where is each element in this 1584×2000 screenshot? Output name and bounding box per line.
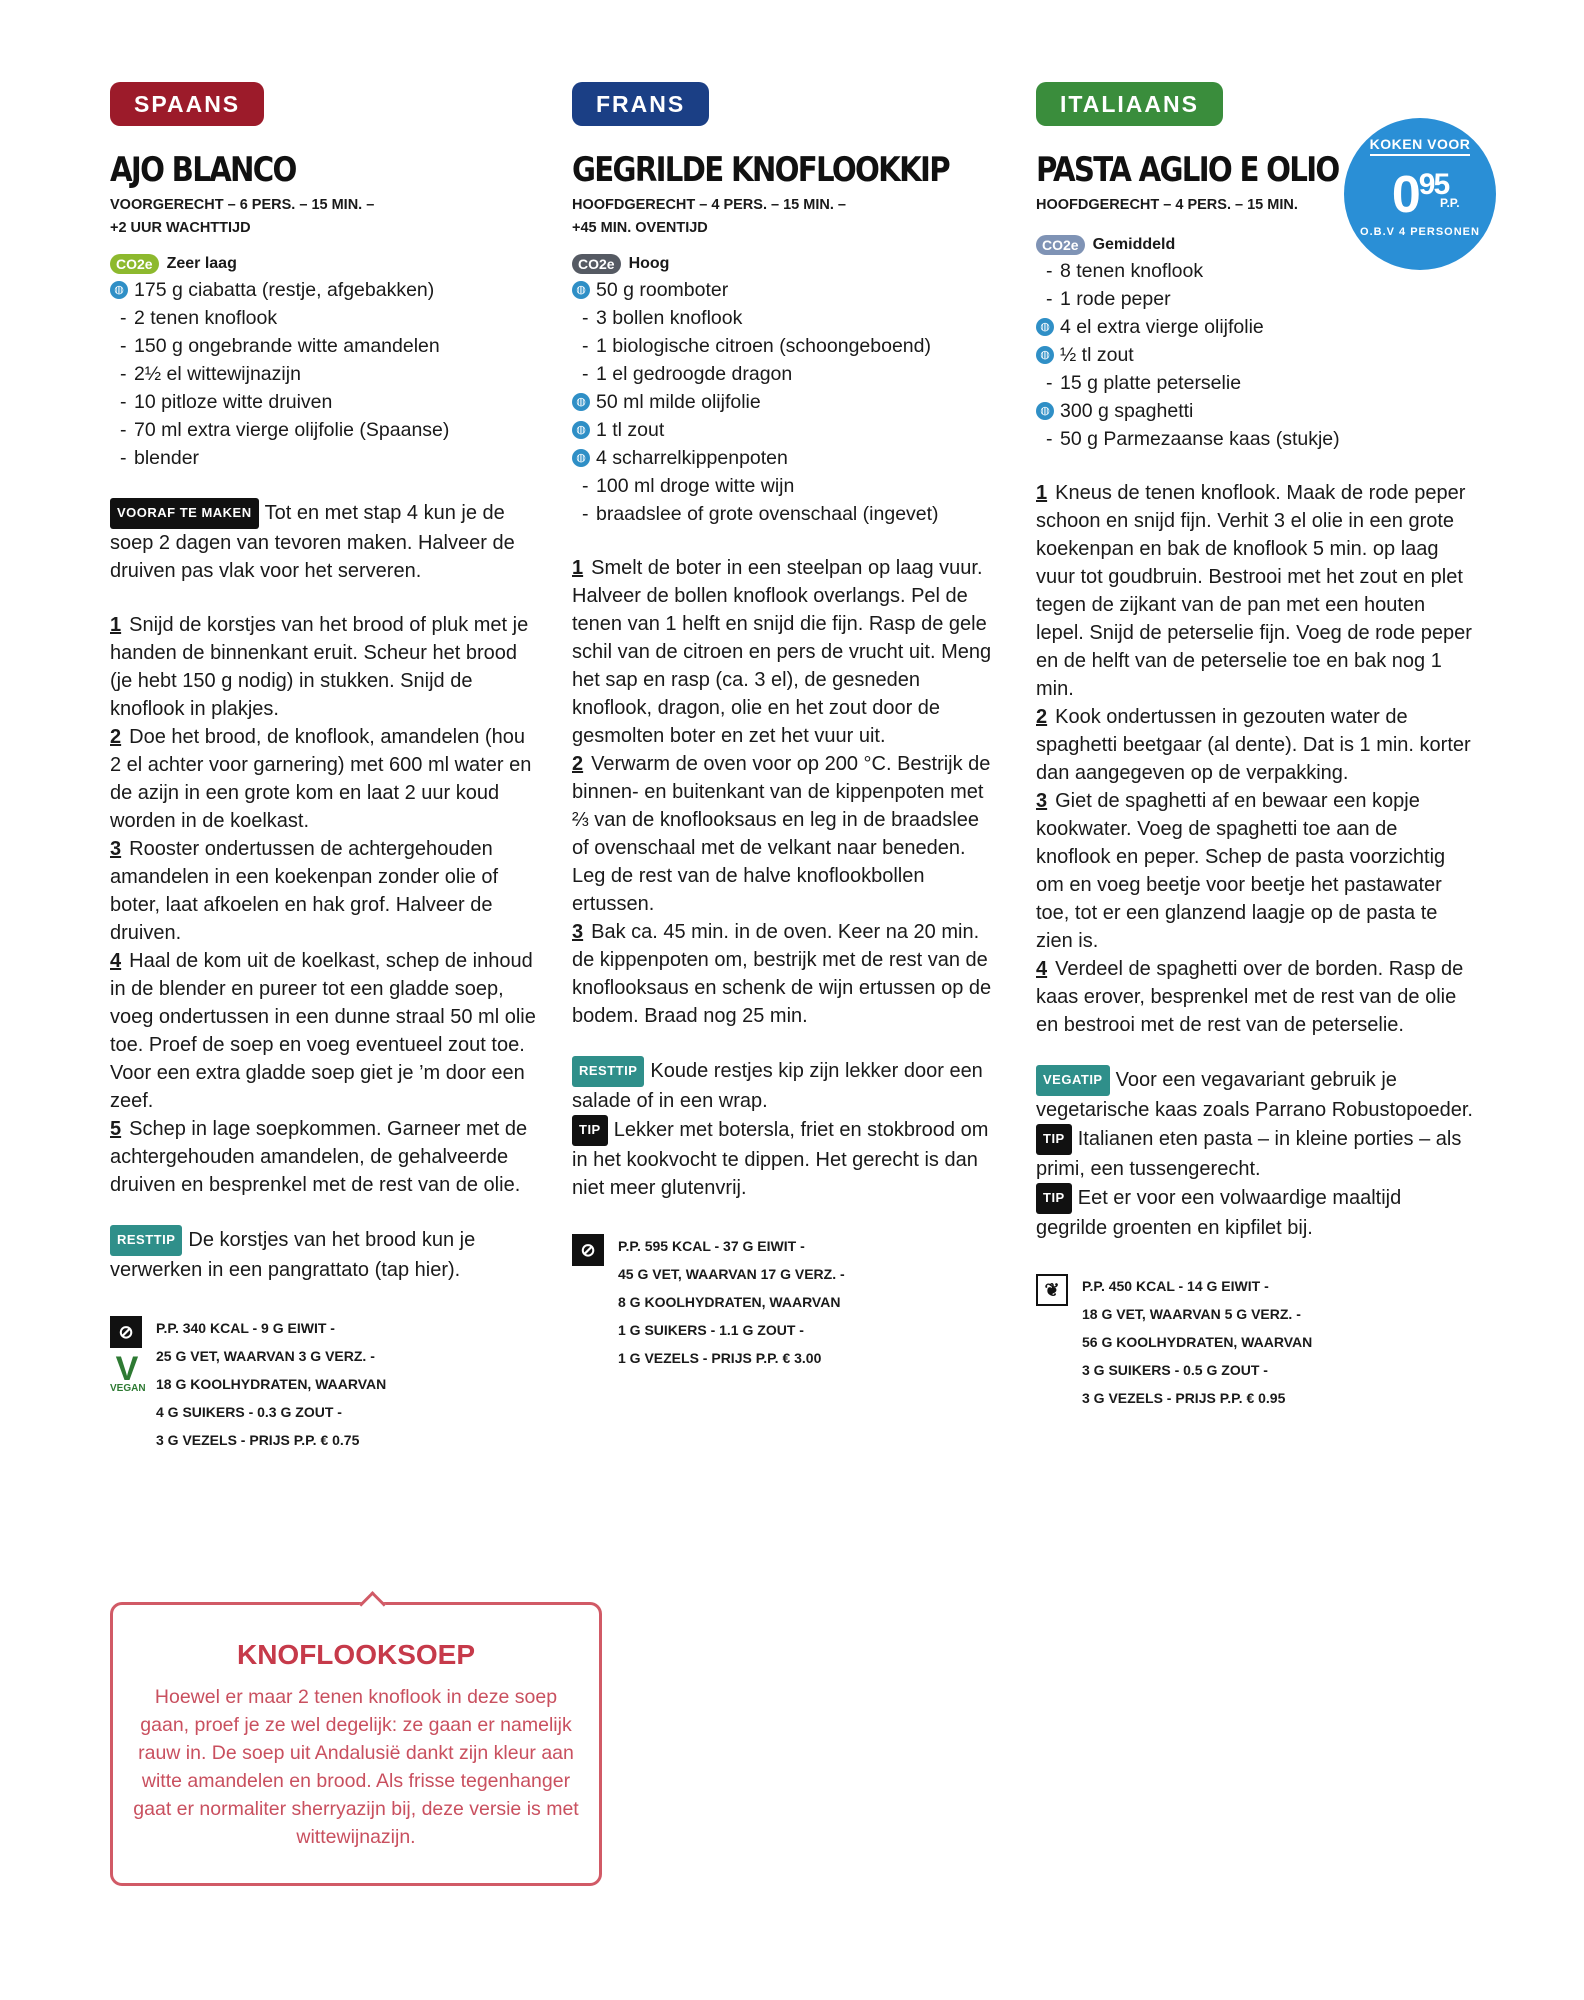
- recipe-meta-2: +2 UUR WACHTTIJD: [110, 220, 251, 236]
- water-drop-icon: ◍: [572, 281, 590, 299]
- ingredient: - 8 tenen knoflook: [1046, 260, 1204, 282]
- ingredient: - 1 rode peper: [1046, 288, 1171, 310]
- ingredient: - 10 pitloze witte druiven: [120, 391, 333, 413]
- step: 3 Bak ca. 45 min. in de oven. Keer na 20 min. de kippenpoten om, bestrijk met de rest van de knoflooksaus en schenk de wijn ertussen op de bodem. Braad nog 25 min.: [572, 921, 992, 1027]
- co2-cloud-icon: CO2e: [1036, 235, 1085, 255]
- water-drop-icon: ◍: [1036, 402, 1054, 420]
- step: 5 Schep in lage soepkommen. Garneer met de achtergehouden amandelen, de gehalveerde druiven en besprenkel met de rest van de olie.: [110, 1118, 528, 1196]
- vegetarian-icon: ❦: [1036, 1274, 1068, 1306]
- gluten-free-icon: ⊘: [110, 1316, 142, 1348]
- steps: [1036, 479, 1476, 1039]
- tip: VEGATIP Voor een vegavariant gebruik je vegetarische kaas zoals Parrano Robustopoeder.: [1036, 1065, 1476, 1124]
- ingredient: ◍ ½ tl zout: [1036, 341, 1476, 369]
- price-badge: [1344, 118, 1496, 270]
- step: 4 Haal de kom uit de koelkast, schep de inhoud in de blender en pureer tot een gladde soep, voeg ondertussen in een dunne straal 50 ml olie toe. Proef de soep en voeg eventueel zout toe. Voor een extra gladde soep giet je ’m door een zeef.: [110, 950, 536, 1112]
- ingredient-list: [1036, 257, 1476, 453]
- ingredient: - braadslee of grote ovenschaal (ingevet): [582, 503, 939, 525]
- ingredient: - blender: [120, 447, 200, 469]
- recipe-italiaans: [1036, 82, 1476, 1412]
- pre-make-note: VOORAF TE MAKEN Tot en met stap 4 kun je de soep 2 dagen van tevoren maken. Halveer de druiven pas vlak voor het serveren.: [110, 498, 540, 585]
- ingredient: - 150 g ongebrande witte amandelen: [120, 335, 440, 357]
- co2-label: Gemiddeld: [1092, 236, 1176, 253]
- tip: RESTTIP De korstjes van het brood kun je verwerken in een pangrattato (tap hier).: [110, 1225, 540, 1284]
- recipe-meta-2: +45 MIN. OVENTIJD: [572, 220, 708, 236]
- step: 2 Kook ondertussen in gezouten water de spaghetti beetgaar (al dente). Dat is 1 min. korter dan aangegeven op de verpakking.: [1036, 706, 1471, 784]
- ingredient-list: [572, 276, 1000, 528]
- resttip-tag: RESTTIP: [110, 1225, 182, 1256]
- ingredient: - 1 biologische citroen (schoongeboend): [582, 335, 931, 357]
- ingredient: ◍ 4 el extra vierge olijfolie: [1036, 313, 1476, 341]
- tip-tag: TIP: [1036, 1183, 1072, 1214]
- vegan-icon: V VEGAN: [110, 1350, 146, 1394]
- recipe-meta: VOORGERECHT – 6 PERS. – 15 MIN. –: [110, 197, 375, 213]
- water-drop-icon: ◍: [572, 421, 590, 439]
- ingredient: - 3 bollen knoflook: [582, 307, 743, 329]
- water-drop-icon: ◍: [110, 281, 128, 299]
- ingredient-list: [110, 276, 540, 472]
- step: 2 Doe het brood, de knoflook, amandelen (hou 2 el achter voor garnering) met 600 ml water en de azijn in een grote kom en laat 2 uur koud worden in de koelkast.: [110, 726, 532, 832]
- gluten-free-icon: ⊘: [572, 1234, 604, 1266]
- ingredient: - 2 tenen knoflook: [120, 307, 278, 329]
- nutrition-info: ❦ P.P. 450 KCAL - 14 G EIWIT - 18 G VET, WAARVAN 5 G VERZ. - 56 G KOOLHYDRATEN, WAARVAN 3 G SUIKERS - 0.5 G ZOUT - 3 G VEZELS - PRIJS P.P. € 0.95: [1036, 1272, 1476, 1412]
- resttip-tag: RESTTIP: [572, 1056, 644, 1087]
- tip-tag: TIP: [572, 1115, 608, 1146]
- co2-rating: [572, 254, 1000, 274]
- step: 3 Giet de spaghetti af en bewaar een kopje kookwater. Voeg de spaghetti toe aan de knoflook en peper. Schep de pasta voorzichtig om en voeg beetje voor beetje het pastawater toe, tot er een glanzend laagje op de pasta te zien is.: [1036, 790, 1446, 952]
- tip: RESTTIP Koude restjes kip zijn lekker door een salade of in een wrap.: [572, 1056, 1000, 1115]
- badge-pp: P.P.: [1440, 196, 1460, 210]
- cuisine-label: FRANS: [572, 82, 709, 126]
- co2-cloud-icon: CO2e: [572, 254, 621, 274]
- badge-subtext: O.B.V 4 PERSONEN: [1360, 226, 1480, 238]
- step: 1 Smelt de boter in een steelpan op laag vuur. Halveer de bollen knoflook overlangs. Pel de tenen van 1 helft en snijd die fijn. Rasp de gele schil van de citroen en pers de vrucht uit. Meng het sap en rasp (ca. 3 el), de gesneden knoflook, dragon, olie en het zout door de gesmolten boter en zet het vuur uit.: [572, 557, 992, 747]
- steps: [110, 611, 540, 1199]
- nutrition-info: ⊘ P.P. 595 KCAL - 37 G EIWIT - 45 G VET, WAARVAN 17 G VERZ. - 8 G KOOLHYDRATEN, WAARVAN 1 G SUIKERS - 1.1 G ZOUT - 1 G VEZELS - PRIJS P.P. € 3.00: [572, 1232, 1000, 1372]
- recipe-title: AJO BLANCO: [110, 150, 296, 190]
- ingredient: ◍ 50 g roomboter: [572, 276, 1000, 304]
- ingredient: ◍ 1 tl zout: [572, 416, 1000, 444]
- co2-label: Hoog: [628, 255, 670, 272]
- water-drop-icon: ◍: [572, 449, 590, 467]
- tip: TIP Lekker met botersla, friet en stokbrood om in het kookvocht te dippen. Het gerecht is dan niet meer glutenvrij.: [572, 1115, 1000, 1202]
- step: 3 Rooster ondertussen de achtergehouden amandelen in een koekenpan zonder olie of boter, laat afkoelen en hak grof. Halveer de druiven.: [110, 838, 499, 944]
- ingredient: ◍ 50 ml milde olijfolie: [572, 388, 1000, 416]
- recipe-spaans: [110, 82, 540, 1454]
- ingredient: - 50 g Parmezaanse kaas (stukje): [1046, 428, 1340, 450]
- ingredient: - 70 ml extra vierge olijfolie (Spaanse): [120, 419, 450, 441]
- garlic-soup-infobox: [110, 1602, 602, 1886]
- step: 1 Kneus de tenen knoflook. Maak de rode peper schoon en snijd fijn. Verhit 3 el olie in een grote koekenpan en bak de knoflook 5 min. op laag vuur tot goudbruin. Bestrooi met het zout en plet tegen de zijkant van de pan met een houten lepel. Snijd de peterselie fijn. Voeg de rode peper en de helft van de peterselie toe en bak nog 1 min.: [1036, 482, 1472, 700]
- vegatip-tag: VEGATIP: [1036, 1065, 1110, 1096]
- recipe-frans: [572, 82, 1000, 1372]
- infobox-text: Hoewel er maar 2 tenen knoflook in deze soep gaan, proef je ze wel degelijk: ze gaan er namelijk rauw in. De soep uit Andalusië dankt zijn kleur aan witte amandelen en brood. Als frisse tegenhanger gaat er normaliter sherryazijn bij, deze versie is met wittewijnazijn.: [133, 1686, 579, 1848]
- co2-rating: [110, 254, 540, 274]
- ingredient: ◍ 300 g spaghetti: [1036, 397, 1476, 425]
- step: 2 Verwarm de oven voor op 200 °C. Bestrijk de binnen- en buitenkant van de kippenpoten met ⅔ van de knoflooksaus en leg in de braadslee of ovenschaal met de velkant naar beneden. Leg de rest van de halve knoflookbollen ertussen.: [572, 753, 991, 915]
- ingredient: - 100 ml droge witte wijn: [582, 475, 795, 497]
- water-drop-icon: ◍: [1036, 346, 1054, 364]
- nutrition-info: ⊘ V VEGAN P.P. 340 KCAL - 9 G EIWIT - 25 G VET, WAARVAN 3 G VERZ. - 18 G KOOLHYDRATEN, WAARVAN 4 G SUIKERS - 0.3 G ZOUT - 3 G VEZELS - PRIJS P.P. € 0.75: [110, 1314, 540, 1454]
- tip-tag: TIP: [1036, 1124, 1072, 1155]
- step: 1 Snijd de korstjes van het brood of pluk met je handen de binnenkant eruit. Scheur het brood (je hebt 150 g nodig) in stukken. Snijd de knoflook in plakjes.: [110, 614, 529, 720]
- recipe-title: PASTA AGLIO E OLIO: [1036, 150, 1339, 190]
- recipe-meta: HOOFDGERECHT – 4 PERS. – 15 MIN.: [1036, 197, 1298, 213]
- ingredient: - 1 el gedroogde dragon: [582, 363, 793, 385]
- pre-make-tag: VOORAF TE MAKEN: [110, 498, 259, 529]
- infobox-notch: [359, 1591, 386, 1618]
- infobox-title: KNOFLOOKSOEP: [236, 1639, 475, 1670]
- water-drop-icon: ◍: [572, 393, 590, 411]
- step: 4 Verdeel de spaghetti over de borden. Rasp de kaas erover, besprenkel met de rest van de olie en bestrooi met de rest van de peterselie.: [1036, 958, 1464, 1036]
- badge-heading: KOKEN VOOR: [1370, 136, 1471, 156]
- co2-cloud-icon: CO2e: [110, 254, 159, 274]
- water-drop-icon: ◍: [1036, 318, 1054, 336]
- cuisine-label: SPAANS: [110, 82, 264, 126]
- recipe-meta: HOOFDGERECHT – 4 PERS. – 15 MIN. –: [572, 197, 846, 213]
- co2-label: Zeer laag: [166, 255, 237, 272]
- tips: [572, 1056, 1000, 1202]
- ingredient: - 15 g platte peterselie: [1046, 372, 1242, 394]
- tip: TIP Italianen eten pasta – in kleine porties – als primi, een tussengerecht.: [1036, 1124, 1476, 1183]
- ingredient: ◍ 4 scharrelkippenpoten: [572, 444, 1000, 472]
- tip: TIP Eet er voor een volwaardige maaltijd gegrilde groenten en kipfilet bij.: [1036, 1183, 1476, 1242]
- ingredient: - 2½ el wittewijnazijn: [120, 363, 301, 385]
- cuisine-label: ITALIAANS: [1036, 82, 1223, 126]
- recipe-title: GEGRILDE KNOFLOOKKIP: [572, 150, 949, 190]
- steps: [572, 554, 1000, 1030]
- ingredient: ◍ 175 g ciabatta (restje, afgebakken): [110, 276, 540, 304]
- badge-price: $0^{95}$: [1391, 166, 1449, 224]
- tips: [1036, 1065, 1476, 1242]
